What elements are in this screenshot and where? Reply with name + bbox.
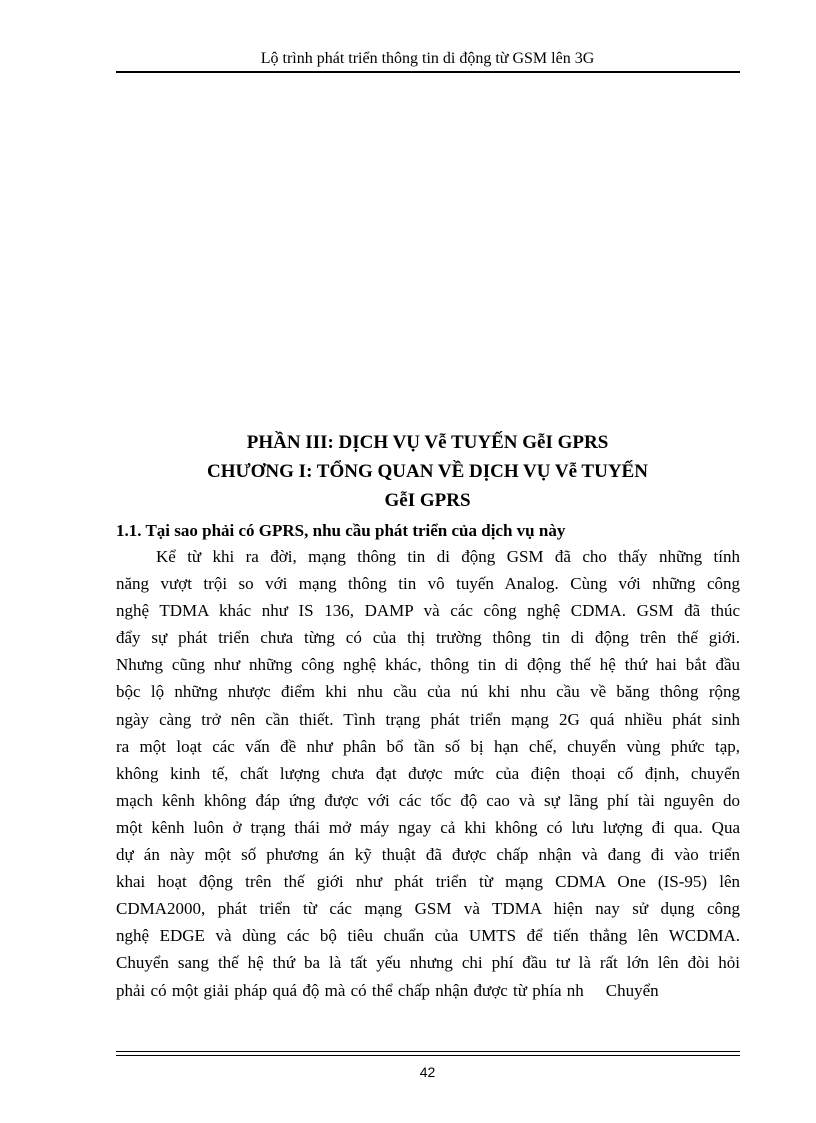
last-line-end: Chuyển (605, 980, 659, 1000)
paragraph-line: ra một loạt các vấn đề như phân bổ tần số bị hạn chế, chuyển vùng phức tạp, (116, 736, 740, 756)
page-number: 42 (419, 1064, 436, 1080)
chapter-title-block (115, 428, 740, 515)
paragraph-line: Chuyển sang thế hệ thứ ba là tất yếu nhưng chi phí đầu tư là rất lớn lên đòi hỏi (116, 953, 740, 973)
running-header-title: Lộ trình phát triển thông tin di động từ GSM lên 3G (260, 50, 595, 67)
paragraph-line: nghệ EDGE và dùng các bộ tiêu chuẩn của UMTS để tiến thẳng lên WCDMA. (116, 926, 740, 946)
footer-divider-bottom (116, 1055, 740, 1056)
paragraph-last-line (116, 977, 740, 1004)
paragraph-line: CDMA2000, phát triển từ các mạng GSM và TDMA hiện nay sử dụng công (116, 899, 740, 919)
paragraph-line: không kinh tế, chất lượng chưa đạt được mức của điện thoại cố định, chuyển (116, 763, 740, 783)
body-paragraph (116, 543, 740, 1004)
last-line-start: phải có một giải pháp quá độ mà có thể chấp nhận được từ phía nh (116, 980, 584, 1000)
paragraph-line: dự án này một số phương án kỹ thuật đã được chấp nhận và đang đi vào triển (116, 845, 740, 865)
paragraph-line: ngày càng trở nên cần thiết. Tình trạng phát triển mạng 2G quá nhiều phát sinh (116, 709, 740, 729)
header-divider (116, 71, 740, 73)
paragraph-line: đẩy sự phát triển chưa từng có của thị trường thông tin di động trên thế giới. (116, 628, 740, 648)
footer-divider-top (116, 1051, 740, 1052)
chapter-title-line-2: GễI GPRS (384, 490, 471, 511)
chapter-title-line-1: CHƯƠNG I: TỔNG QUAN VỀ DỊCH VỤ Vễ TUYẾN (207, 461, 648, 482)
paragraph-line: Kể từ khi ra đời, mạng thông tin di động GSM đã cho thấy những tính (156, 547, 740, 566)
paragraph-line: mạch kênh không đáp ứng được với các tốc độ cao và sự lãng phí tài nguyên do (116, 790, 740, 810)
part-title: PHẦN III: DỊCH VỤ Vễ TUYẾN GễI GPRS (246, 432, 609, 453)
paragraph-line: nghệ TDMA khác như IS 136, DAMP và các công nghệ CDMA. GSM đã thúc (116, 601, 740, 621)
paragraph-line: khai hoạt động trên thế giới như phát triển từ mạng CDMA One (IS-95) lên (116, 872, 740, 892)
section-heading: 1.1. Tại sao phải có GPRS, nhu cầu phát triển của dịch vụ này (116, 521, 566, 540)
paragraph-line: một kênh luôn ở trạng thái mở máy ngay cả khi không có lưu lượng đi qua. Qua (116, 817, 740, 837)
paragraph-line: Nhưng cũng như những công nghệ khác, thông tin di động thế hệ thứ hai bắt đầu (116, 655, 740, 675)
paragraph-line: bộc lộ những nhược điểm khi nhu cầu của nú khi nhu cầu về băng thông rộng (116, 682, 740, 702)
paragraph-line: năng vượt trội so với mạng thông tin vô tuyến Analog. Cùng với những công (116, 574, 740, 594)
